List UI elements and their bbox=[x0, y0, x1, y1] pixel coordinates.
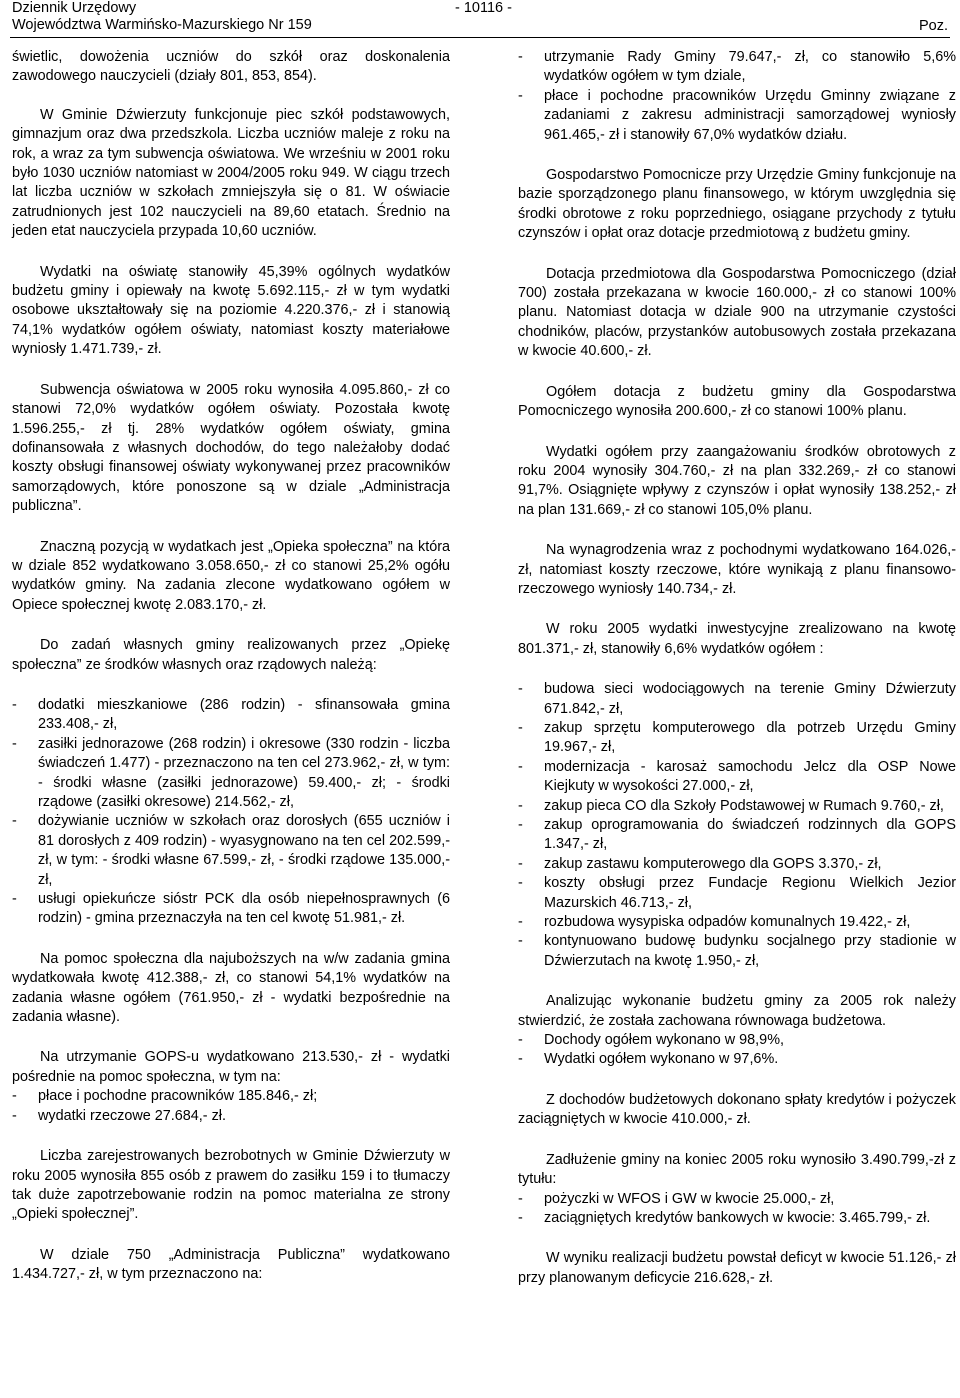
list-item: - budowa sieci wodociągowych na terenie Gminy Dźwierzuty 671.842,- zł, bbox=[518, 681, 956, 717]
right-column bbox=[518, 48, 956, 1288]
paragraph: Na wynagrodzenia wraz z pochodnymi wydatkowano 164.026,- zł, natomiast koszty rzeczowe, które wynikają z planu finansowo-rzeczowego wyniosły 140.734,- zł. bbox=[518, 542, 956, 597]
list-item: - zakup zastawu komputerowego dla GOPS 3.370,- zł, bbox=[518, 855, 882, 872]
paragraph: Na pomoc społeczna dla najuboższych na w/w zadania gmina wydatkowała kwotę 412.388,- zł, co stanowi 54,1% wydatków na zadania własne ogółem (761.950,- zł - wydatki bezpośrednie na zadania własne). bbox=[12, 950, 450, 1026]
list-item: - Wydatki ogółem wykonano w 97,6%. bbox=[518, 1051, 779, 1068]
journal-info bbox=[12, 0, 312, 34]
list-item: - kontynuowano budowę budynku socjalnego przy stadionie w Dźwierzutach na kwotę 1.950,- zł, bbox=[518, 933, 956, 969]
page-number: - 10116 - bbox=[455, 0, 512, 16]
paragraph: Analizując wykonanie budżetu gminy za 2005 rok należy stwierdzić, że została zachowana równowaga budżetowa. bbox=[518, 993, 956, 1029]
left-column bbox=[12, 48, 450, 1285]
list bbox=[12, 696, 450, 929]
list-item: - zakup pieca CO dla Szkoły Podstawowej w Rumach 9.760,- zł, bbox=[518, 797, 944, 814]
list-item: - dodatki mieszkaniowe (286 rodzin) - sfinansowała gmina 233.408,- zł, bbox=[12, 696, 450, 733]
list-item: - utrzymanie Rady Gminy 79.647,- zł, co stanowiło 5,6% wydatków ogółem w tym dziale, bbox=[518, 49, 956, 85]
paragraph: Liczba zarejestrowanych bezrobotnych w Gminie Dźwierzuty w roku 2005 wynosiła 855 osób z prawem do zasiłku 159 i to tłumaczy tak duże zapotrzebowanie rodzin na pomoc materialna ze strony „Opieki społecznej”. bbox=[12, 1148, 450, 1223]
list bbox=[518, 48, 956, 145]
paragraph: Zadłużenie gminy na koniec 2005 roku wynosiło 3.490.799,-zł z tytułu: bbox=[518, 1151, 956, 1188]
paragraph: W wyniku realizacji budżetu powstał deficyt w kwocie 51.126,- zł przy planowanym deficycie 216.628,- zł. bbox=[518, 1250, 956, 1286]
paragraph: Do zadań własnych gminy realizowanych przez „Opiekę społeczna” ze środków własnych oraz rządowych należą: bbox=[12, 637, 450, 673]
paragraph: Ogółem dotacja z budżetu gminy dla Gospodarstwa Pomocniczego wynosiła 200.600,- zł co stanowi 100% planu. bbox=[518, 383, 956, 420]
list-item: - Dochody ogółem wykonano w 98,9%, bbox=[518, 1032, 784, 1049]
list-item: - modernizacja - karosaż samochodu Jelcz dla OSP Nowe Kiejkuty w wysokości 27.000,- zł, bbox=[518, 758, 956, 795]
list-item: - koszty obsługi przez Fundacje Regionu Wielkich Jezior Mazurskich 46.713,- zł, bbox=[518, 875, 956, 911]
paragraph: W dziale 750 „Administracja Publiczna” wydatkowano 1.434.727,- zł, w tym przeznaczono na: bbox=[12, 1246, 450, 1283]
list-item: - usługi opiekuńcze sióstr PCK dla osób niepełnosprawnych (6 rodzin) - gmina przeznaczyła na ten cel kwotę 51.981,- zł. bbox=[12, 891, 450, 927]
page-header bbox=[0, 0, 960, 44]
list-item: - płace i pochodne pracowników Urzędu Gminny związane z zadaniami z zakresu administracji samorządowej wyniosły 961.465,- zł i stanowiły 67,0% wydatków działu. bbox=[518, 87, 956, 143]
paragraph: Z dochodów budżetowych dokonano spłaty kredytów i pożyczek zaciągniętych w kwocie 410.000,- zł. bbox=[518, 1091, 956, 1128]
list-item: - zasiłki jednorazowe (268 rodzin) i okresowe (330 rodzin - liczba świadczeń 1.477) - przeznaczono na ten cel 273.962,- zł, w tym: - środki własne (zasiłki jednorazowe) 59.400,- zł; - środki rządowe (zasiłki okresowe) 214.562,- zł, bbox=[12, 735, 450, 810]
list-item: - pożyczki w WFOS i GW w kwocie 25.000,- zł, bbox=[518, 1190, 835, 1207]
list-item: - zakup sprzętu komputerowego dla potrzeb Urzędu Gminy 19.967,- zł, bbox=[518, 719, 956, 756]
list-item: - dożywianie uczniów w szkołach oraz dorosłych (655 uczniów i 81 dorosłych z 409 rodzin) - wyasygnowano na ten cel 202.599,- zł, w tym: - środki własne 67.599,- zł, - środki rządowe 135.000,- zł, bbox=[12, 813, 450, 888]
paragraph: Wydatki na oświatę stanowiły 45,39% ogólnych wydatków budżetu gminy i opiewały na kwotę 5.692.115,- zł w tym wydatki osobowe ukształtowały się na poziomie 4.220.376,- zł i stanowią 74,1% wydatków ogółem oświaty, natomiast koszty materiałowe wyniosły 1.471.739,- zł. bbox=[12, 263, 450, 358]
list-item: - rozbudowa wysypiska odpadów komunalnych 19.422,- zł, bbox=[518, 914, 911, 931]
paragraph: Wydatki ogółem przy zaangażowaniu środków obrotowych z roku 2004 wynosiły 304.760,- zł na plan 332.269,- zł co stanowi 91,7%. Osiągnięte wpływy z czynszów i opłat wynosiły 138.252,- zł na plan 131.669,- zł co stanowi 105,0% planu. bbox=[518, 443, 956, 518]
list bbox=[518, 680, 956, 971]
list-item: - płace i pochodne pracowników 185.846,- zł; bbox=[12, 1088, 318, 1105]
journal-issue: Województwa Warmińsko-Mazurskiego Nr 159 bbox=[12, 17, 312, 33]
paragraph: Znaczną pozycją w wydatkach jest „Opieka społeczna” na która w dziale 852 wydatkowano 3.058.650,- zł co stanowi 25,2% ogółu wydatków gminy. Na zadania zlecone wydatkowano ogółem w Opiece społecznej kwotę 2.083.170,- zł. bbox=[12, 538, 450, 613]
list-item: - zaciągniętych kredytów bankowych w kwocie: 3.465.799,- zł. bbox=[518, 1209, 931, 1226]
list bbox=[518, 1190, 956, 1229]
list-item: - zakup oprogramowania do świadczeń rodzinnych dla GOPS 1.347,- zł, bbox=[518, 817, 956, 853]
paragraph: W roku 2005 wydatki inwestycyjne zrealizowano na kwotę 801.371,- zł, stanowiły 6,6% wydatków ogółem : bbox=[518, 621, 956, 657]
paragraph: Subwencja oświatowa w 2005 roku wynosiła 4.095.860,- zł co stanowi 72,0% wydatków ogółem oświaty. Pozostała kwotę 1.596.255,- zł tj. 28% wydatków ogółem oświaty, gmina dofinansowała z własnych dochodów, do tego należałoby dodać koszty obsługi finansowej oświaty wykonywanej przez pracowników samorządowych, które ponoszone są w dziale „Administracja publiczna”. bbox=[12, 381, 450, 515]
paragraph: W Gminie Dźwierzuty funkcjonuje piec szkół podstawowych, gimnazjum oraz dwa przedszkola. Liczba uczniów maleje z roku na rok, a wraz za tym subwencja oświatowa. We wrześniu w 2001 roku było 1030 uczniów natomiast w 2004/2005 roku 949. W ciągu trzech lat liczba uczniów w szkołach zmniejszyła się o 81. W oświacie zatrudnionych jest 102 nauczycieli na 89,60 etatach. Średnio na jeden etat nauczyciela przypada 10,60 uczniów. bbox=[12, 106, 450, 240]
header-rule bbox=[10, 37, 950, 38]
list bbox=[518, 1031, 956, 1070]
paragraph: świetlic, dowożenia uczniów do szkół oraz doskonalenia zawodowego nauczycieli (działy 801, 853, 854). bbox=[12, 49, 450, 85]
list-item: - wydatki rzeczowe 27.684,- zł. bbox=[12, 1107, 226, 1124]
paragraph: Gospodarstwo Pomocnicze przy Urzędzie Gminy funkcjonuje na bazie sporządzonego planu finansowego, w którym uwzględnia się środki obrotowe z roku poprzedniego, osiągane przychody z tytułu czynszów i opłat oraz dotacje przedmiotową z budżetu gminy. bbox=[518, 167, 956, 242]
paragraph: Dotacja przedmiotowa dla Gospodarstwa Pomocniczego (dział 700) została przekazana w kwocie 160.000,- zł co stanowi 100% planu. Natomiast dotacja w dziale 900 na utrzymanie czystości chodników, placów, przystanków autobusowych została przekazana w kwocie 40.600,- zł. bbox=[518, 265, 956, 360]
list bbox=[12, 1087, 450, 1126]
position-label: Poz. bbox=[918, 18, 948, 34]
paragraph: Na utrzymanie GOPS-u wydatkowano 213.530,- zł - wydatki pośrednie na pomoc społeczna, w tym na: bbox=[12, 1049, 450, 1085]
journal-title: Dziennik Urzędowy bbox=[12, 0, 137, 16]
